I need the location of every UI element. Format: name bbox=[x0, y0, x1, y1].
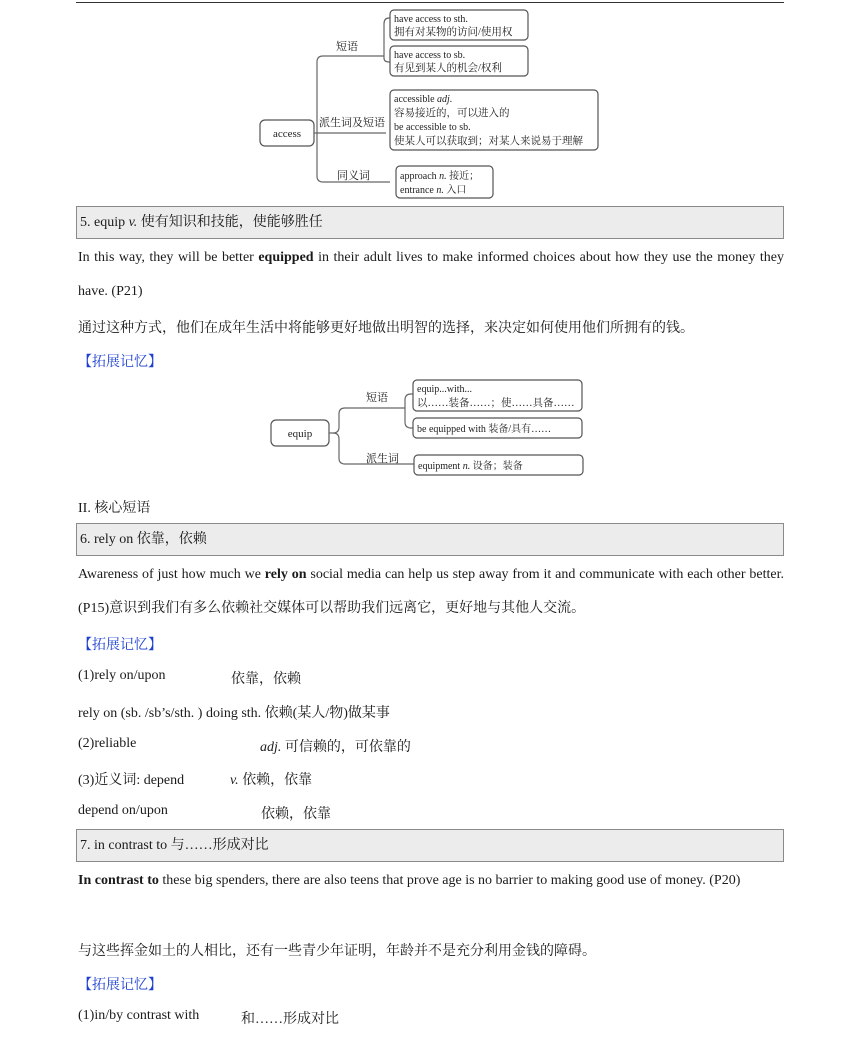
item6-l4-def: v. 依赖，依靠 bbox=[230, 773, 313, 788]
item7-example: In contrast to these big spenders, there are also teens that prove age is no barrier to making good use of money. (P20) bbox=[78, 873, 741, 888]
equip-branch-derived: 派生词 bbox=[366, 453, 399, 465]
equip-connector-top bbox=[329, 408, 405, 433]
item7-translation: 与这些挥金如土的人相比，还有一些青少年证明，年龄并不是充分利用金钱的障碍。 bbox=[78, 944, 596, 959]
access-branch-synonyms: 同义词 bbox=[337, 170, 370, 182]
access-derived-phrase-en: be accessible to sb. bbox=[394, 122, 471, 133]
section2-title: II. 核心短语 bbox=[78, 501, 151, 516]
access-derived-phrase-zh: 使某人可以获取到；对某人来说易于理解 bbox=[394, 136, 583, 147]
access-root-label: access bbox=[272, 128, 302, 140]
access-syn2: entrance n. 入口 bbox=[400, 185, 467, 196]
access-phrase1-en: have access to sth. bbox=[394, 14, 468, 25]
item6-l5-en: depend on/upon bbox=[78, 803, 168, 818]
access-phrase2-zh: 有见到某人的机会/权利 bbox=[394, 63, 502, 74]
equip-derived: equipment n. 设备；装备 bbox=[418, 461, 523, 472]
equip-phrase1-en: equip...with... bbox=[417, 384, 472, 395]
access-derived-zh: 容易接近的，可以进入的 bbox=[394, 108, 510, 119]
equip-root-label: equip bbox=[287, 428, 313, 440]
item5-translation: 通过这种方式，他们在成年生活中将能够更好地做出明智的选择，来决定如何使用他们所拥有的钱。 bbox=[78, 321, 694, 336]
access-phrase2-en: have access to sb. bbox=[394, 50, 466, 61]
access-bracket-down bbox=[384, 56, 390, 62]
item6-l1-zh: 依靠，依赖 bbox=[231, 672, 301, 687]
item5-expand-label: 【拓展记忆】 bbox=[78, 355, 162, 370]
item7-expand-label: 【拓展记忆】 bbox=[78, 978, 162, 993]
item6-l1-en: (1)rely on/upon bbox=[78, 668, 166, 683]
item7-l1-en: (1)in/by contrast with bbox=[78, 1008, 200, 1023]
item6-expand-label: 【拓展记忆】 bbox=[78, 638, 162, 653]
equip-phrase1-zh: 以……装备……；使……具备…… bbox=[417, 398, 575, 409]
access-branch-phrases: 短语 bbox=[336, 41, 358, 53]
access-syn1: approach n. 接近； bbox=[400, 171, 480, 182]
item6-l3-en: (2)reliable bbox=[78, 736, 137, 751]
equip-phrase2: be equipped with 装备/具有…… bbox=[417, 424, 552, 435]
item7-l1-zh: 和……形成对比 bbox=[241, 1012, 339, 1027]
access-branch-derived: 派生词及短语 bbox=[319, 117, 385, 129]
equip-mindmap bbox=[0, 370, 860, 485]
item5-example: In this way, they will be better equipped in their adult lives to make informed choices about how they use the money they have. (P21) bbox=[78, 250, 784, 299]
access-phrase1-zh: 拥有对某物的访问/使用权 bbox=[394, 27, 513, 38]
equip-bracket-down bbox=[405, 408, 413, 428]
item6-heading: 6. rely on 依靠，依赖 bbox=[76, 523, 784, 556]
access-derived-word: accessible adj. bbox=[394, 94, 453, 105]
item5-heading: 5. equip v. 使有知识和技能，使能够胜任 bbox=[76, 206, 784, 239]
access-bracket-up bbox=[384, 18, 390, 56]
item6-l5-zh: 依赖，依靠 bbox=[261, 807, 331, 822]
equip-branch-phrases: 短语 bbox=[366, 392, 388, 404]
item6-l3-def: adj. 可信赖的，可依靠的 bbox=[260, 740, 411, 755]
equip-bracket-up bbox=[405, 394, 413, 408]
item6-l2: rely on (sb. /sb’s/sth. ) doing sth. 依赖(某人/物)做某事 bbox=[78, 706, 390, 721]
item7-heading: 7. in contrast to 与……形成对比 bbox=[76, 829, 784, 862]
access-mindmap bbox=[0, 0, 860, 205]
item6-example: Awareness of just how much we rely on social media can help us step away from it and communicate with each other better. (P15)意识到我们有多么依赖社交媒体可以帮助我们远离它，更好地与其他人交流。 bbox=[78, 567, 784, 616]
item6-l4-en: (3)近义词: depend bbox=[78, 773, 185, 788]
